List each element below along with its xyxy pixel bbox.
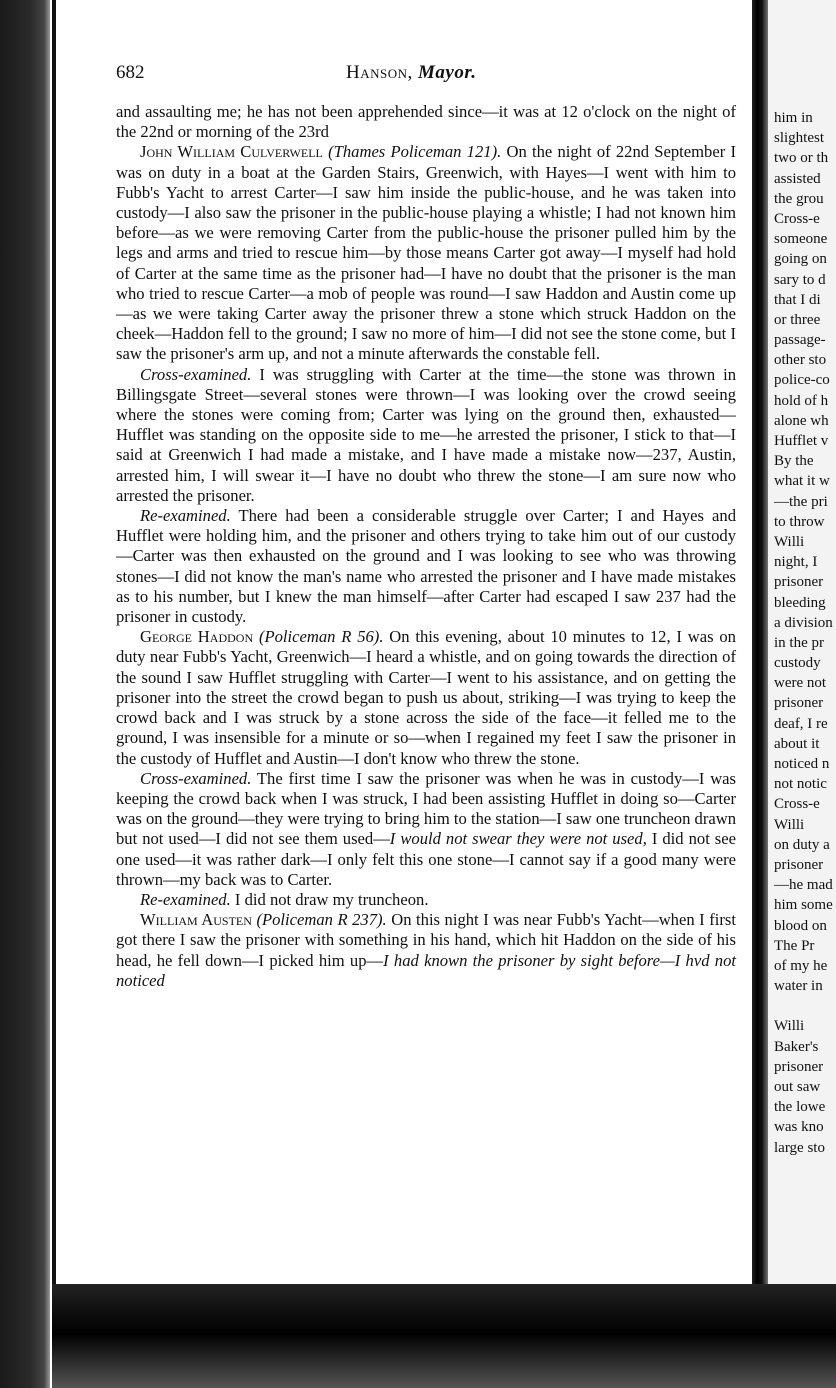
witness-role: (Policeman R 56). xyxy=(258,627,384,647)
facing-page-line: The Pr xyxy=(774,937,815,954)
facing-page-line: other sto xyxy=(774,352,827,369)
facing-page-line: Hufflet v xyxy=(774,433,829,449)
facing-page-line: a division xyxy=(774,614,833,631)
facing-page-line: him in xyxy=(774,110,813,126)
facing-page-line: prisoner xyxy=(774,856,824,873)
examination-label: Re-examined. xyxy=(140,506,231,526)
italic-text: I would not swear they were not used, xyxy=(389,829,647,849)
facing-page-line: was kno xyxy=(774,1119,824,1136)
facing-page-line: prisoner xyxy=(774,695,824,712)
page-number: 682 xyxy=(116,62,145,83)
facing-page-line: of my he xyxy=(774,957,828,974)
facing-page-line: out saw xyxy=(774,1079,821,1095)
facing-page-line: what it w xyxy=(774,473,830,490)
facing-page-line: that I di xyxy=(774,291,821,308)
paragraph-text: On this night I was near Fubb's Yacht—when I first got there I saw the prisoner with something in his hand, which hit Haddon on the side of his head, he fell down—I picked him up— xyxy=(116,910,736,970)
paragraph-text: On this evening, about 10 minutes to 12, I was on duty near Fubb's Yacht, Greenwich—I heard a whistle, and on going towards the direction of the sound I saw Hufflet struggling with Carter—I went to his assistance, and on getting the prisoner into the street the crowd began to push us about, striking—I was trying to keep the crowd back and I was struck by a stone across the side of the face—it felled me to the ground, I was insensible for a minute or so—when I regained my feet I saw the prisoner in the custody of Hufflet and Austin—I don't know who threw the stone. xyxy=(116,627,736,768)
paragraph-text: There had been a considerable struggle over Carter; I and Hayes and Hufflet were holding him, and the prisoner and others trying to take him out of our custody—Carter was then exhausted on the ground and I was looking to see who was throwing stones—I did not know the man's name who arrested the prisoner and I have made mistakes as to his number, but I knew the man himself—after Carter had escaped I saw 237 had the prisoner in custody. xyxy=(116,506,736,627)
facing-page-line: to throw xyxy=(774,513,825,530)
facing-page-line: someone xyxy=(774,231,828,248)
paragraph-text: and assaulting me; he has not been apprehended since—it was at 12 o'clock on the night of the 22nd or morning of the 23rd xyxy=(116,102,736,142)
facing-page-line: deaf, I re xyxy=(774,715,828,732)
witness-role: (Thames Policeman 121). xyxy=(328,142,502,162)
facing-page-line: police-co xyxy=(774,372,830,389)
facing-page-line: slightest xyxy=(774,130,825,147)
facing-page-line: passage- xyxy=(774,332,826,349)
facing-page-line: in the pr xyxy=(774,634,824,651)
witness-name: John William Culverwell xyxy=(140,142,323,162)
facing-page-line: Cross-e xyxy=(774,210,820,227)
paragraph-text: I was struggling with Carter at the time—the stone was thrown in Billingsgate Street—several stones were thrown—I was looking over the crowd seeing where the stones were coming from; Carter was lying on the ground then, exhausted—Hufflet was standing on the opposite side to me—he arrested the prisoner, I stick to that—I said at Greenwich I had made a mistake, and I have made a mistake now—237, Austin, arrested him, I will swear it—I have no doubt who threw the stone—I am sure now who arrested the prisoner. xyxy=(116,364,736,505)
facing-page-line: blood on xyxy=(774,917,827,934)
facing-page-line: prisoner xyxy=(774,1058,824,1075)
paragraph-text: I did not see one used—it was rather dark—I only felt this one stone—I cannot say if a good many were thrown—my back was to Carter. xyxy=(116,829,736,889)
facing-page-line: large sto xyxy=(774,1139,825,1156)
facing-page-line: alone wh xyxy=(774,412,829,429)
paragraph-text: I did not draw my truncheon. xyxy=(230,889,429,909)
facing-page-line: Willi xyxy=(774,1018,805,1035)
facing-page-line: custody xyxy=(774,655,821,672)
scan-edge-bottom xyxy=(52,1284,836,1388)
examination-label: Cross-examined. xyxy=(140,364,252,384)
facing-page-line: him some xyxy=(774,897,833,914)
facing-page-line: Baker's xyxy=(774,1038,819,1055)
facing-page-line: going on xyxy=(774,251,827,268)
facing-page-line xyxy=(774,996,836,1016)
paragraph xyxy=(116,627,736,768)
facing-page-line: Willi xyxy=(774,816,805,833)
facing-page-line: hold of h xyxy=(774,392,829,409)
book-gutter xyxy=(752,0,768,1388)
paragraph-text: The first time I saw the prisoner was when he was in custody—I was keeping the crowd back when I was struck, I had been assisting Hufflet in doing so—Carter was on the ground—they were trying to bring him to the station—I saw one truncheon drawn but not used—I did not see them used— xyxy=(116,768,736,849)
paragraph xyxy=(116,102,736,142)
paragraph-text: On the night of 22nd September I was on duty in a boat at the Garden Stairs, Greenwich, with Hayes—I went with him to Fubb's Yacht to arrest Carter—I saw him inside the public-house, and he was taken into custody—I also saw the prisoner in the public-house playing a whistle; I had not known him before—as we were removing Carter from the public-house the prisoner pulled him by the legs and arms and tried to rescue him—by those means Carter got away—I myself had hold of Carter at the same time as the prisoner had—I have no doubt that the prisoner is the man who tried to rescue Carter—a mob of people was round—I saw Haddon and Austin come up—as we were taking Carter away the prisoner threw a stone which struck Haddon on the cheek—Haddon fell to the ground; I saw no more of him—I did not see the stone come, but I saw the prisoner's arm up, and not a minute afterwards the constable fell. xyxy=(116,142,736,364)
facing-page-line: night, I xyxy=(774,554,818,571)
facing-page-line: assisted xyxy=(774,170,821,187)
facing-page-line: two or th xyxy=(774,150,829,167)
facing-page-line: the grou xyxy=(774,190,824,207)
facing-page-line: By the xyxy=(774,453,814,470)
witness-name: William Austen xyxy=(140,910,252,930)
facing-page-line: about it xyxy=(774,735,820,752)
page-header xyxy=(116,62,736,90)
facing-page-line: bleeding xyxy=(774,594,826,611)
examination-label: Re-examined. xyxy=(140,889,231,909)
facing-page-line: or three xyxy=(774,311,821,328)
running-head-title: Mayor. xyxy=(418,62,477,83)
body-text xyxy=(116,102,736,991)
paragraph xyxy=(116,769,736,890)
paragraph xyxy=(116,142,736,364)
facing-page-text xyxy=(774,108,836,1158)
witness-name: George Haddon xyxy=(140,627,254,647)
page-border xyxy=(52,0,56,1320)
facing-page-line: not notic xyxy=(774,776,827,793)
paragraph xyxy=(116,365,736,506)
facing-page-line: Cross-e xyxy=(774,796,820,813)
facing-page-line: the lowe xyxy=(774,1099,826,1116)
facing-page-line: on duty a xyxy=(774,836,830,853)
running-head-name: Hanson, xyxy=(346,62,413,83)
paragraph xyxy=(116,910,736,991)
facing-page-line: were not xyxy=(774,675,827,692)
paragraph xyxy=(116,890,736,910)
examination-label: Cross-examined. xyxy=(140,768,252,788)
running-head xyxy=(346,62,476,84)
facing-page-line: —the pri xyxy=(774,493,828,510)
facing-page-line: noticed n xyxy=(774,756,830,772)
facing-page-line: sary to d xyxy=(774,271,826,288)
witness-role: (Policeman R 237). xyxy=(256,910,387,930)
facing-page-line: Willi xyxy=(774,533,805,550)
facing-page-line: prisoner xyxy=(774,574,824,591)
paragraph xyxy=(116,506,736,627)
scan-edge-left xyxy=(0,0,50,1388)
facing-page-line: water in xyxy=(774,978,823,995)
facing-page-line: —he mad xyxy=(774,877,833,894)
italic-text: I had known the prisoner by sight before—I hvd not noticed xyxy=(116,950,736,990)
